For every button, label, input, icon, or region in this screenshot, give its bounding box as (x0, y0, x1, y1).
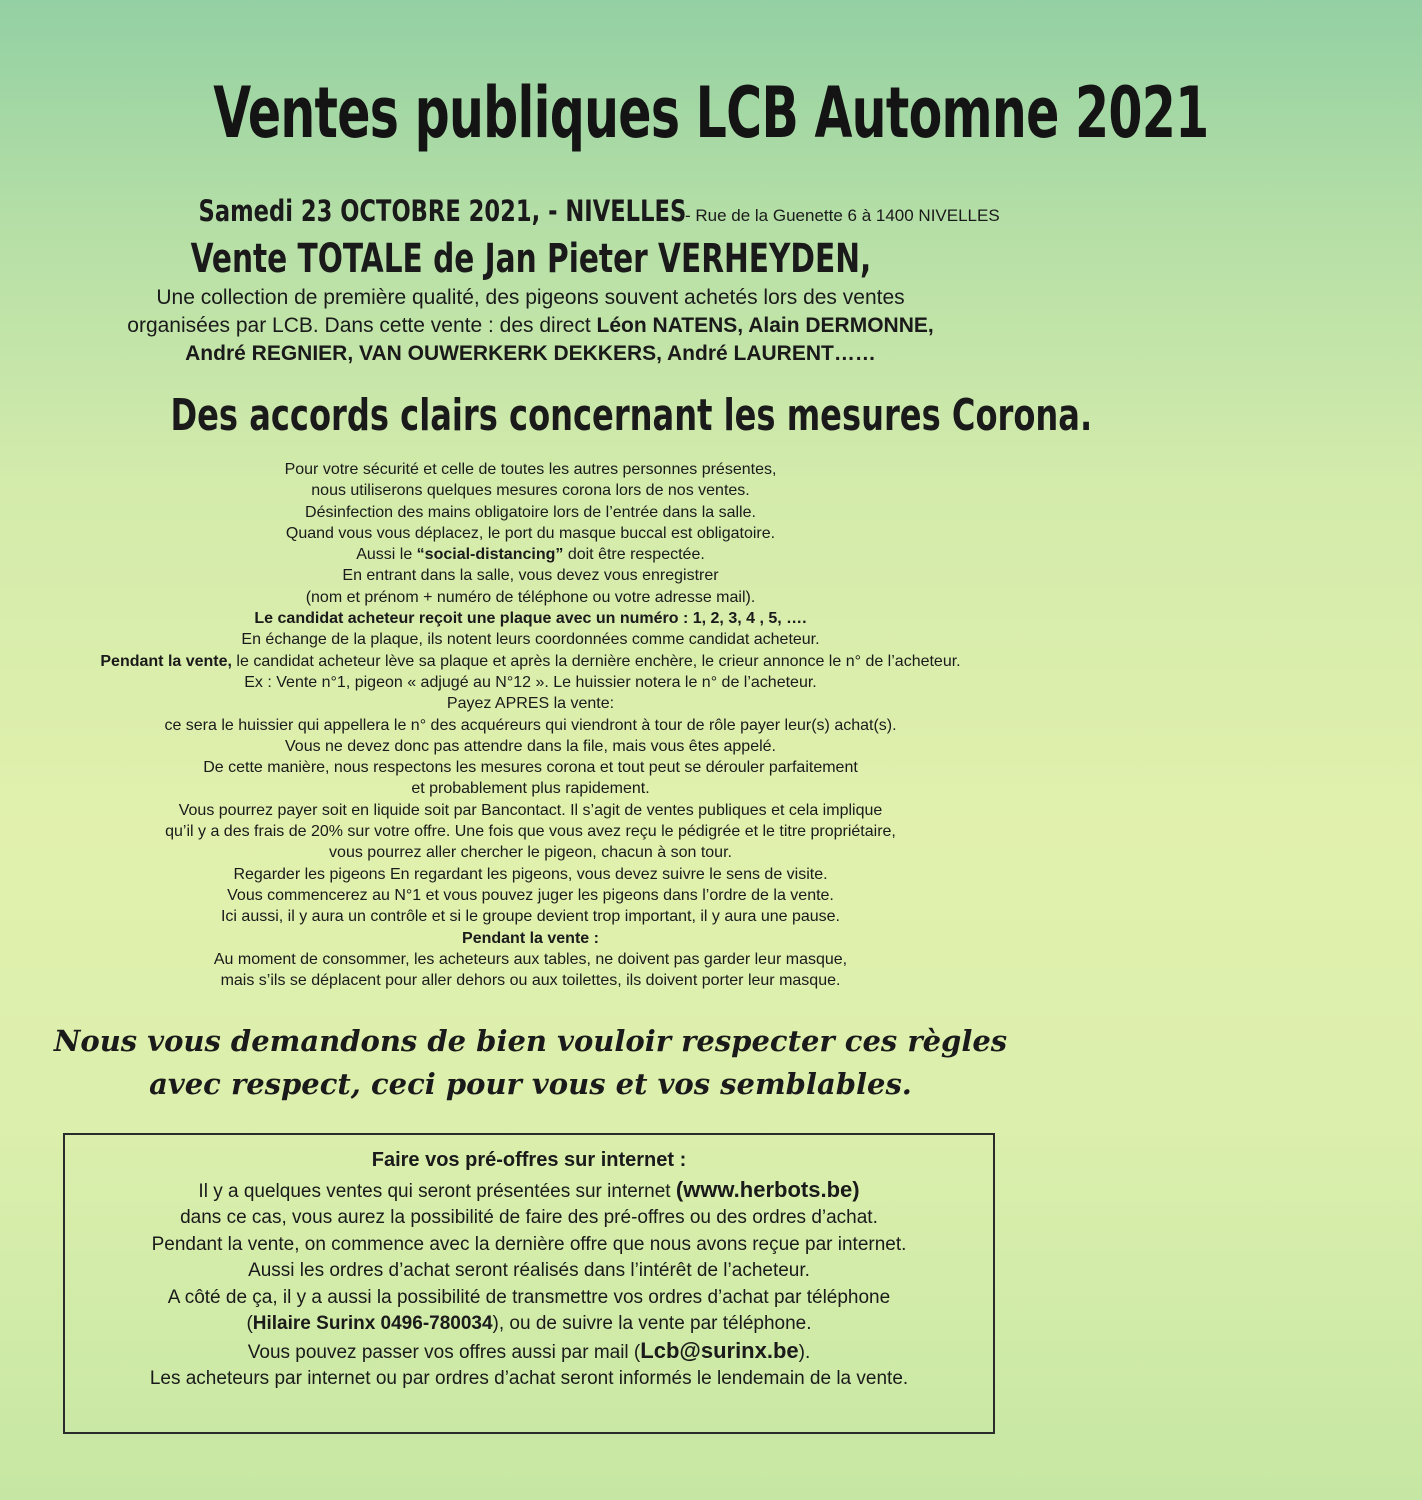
measure-line: Regarder les pigeons En regardant les pigeons, vous devez suivre le sens de visite. (233, 865, 828, 883)
sale-heading (0, 236, 1061, 282)
sale-address: - Rue de la Guenette 6 à 1400 NIVELLES (684, 206, 1000, 225)
preoffer-line: Pendant la vente, on commence avec la dernière offre que nous avons reçue par internet. (151, 1233, 907, 1255)
measure-bold: “social-distancing” (416, 546, 564, 564)
measure-line: Payez APRES la vente: (446, 695, 615, 713)
closing-line: Nous vous demandons de bien vouloir respecter ces règles (53, 1024, 1008, 1058)
website-link[interactable]: (www.herbots.be) (675, 1176, 860, 1202)
measure-line: Vous pourrez payer soit en liquide soit par Bancontact. Il s’agit de ventes publiques et cela implique (178, 801, 883, 819)
closing-statement (0, 1020, 1061, 1106)
collection-names: André REGNIER, VAN OUWERKERK DEKKERS, André LAURENT…… (185, 342, 876, 365)
collection-line: Une collection de première qualité, des pigeons souvent achetés lors des ventes (156, 286, 905, 309)
measure-line (0, 928, 1061, 949)
preoffer-line (63, 1311, 995, 1338)
preoffer-line: dans ce cas, vous aurez la possibilité de faire des pré-offres ou des ordres d’achat. (180, 1207, 878, 1228)
preoffer-line: Aussi les ordres d’achat seront réalisés dans l’intérêt de l’acheteur. (248, 1260, 810, 1281)
preoffer-text: Il y a quelques ventes qui seront présentées sur internet (198, 1180, 676, 1202)
measure-text: Aussi le (356, 546, 417, 564)
measure-bold: Pendant la vente, (100, 652, 232, 670)
page-title (0, 72, 1209, 154)
corona-heading (0, 390, 1093, 441)
measure-line: Vous ne devez donc pas attendre dans la file, mais vous êtes appelé. (285, 737, 776, 755)
preoffer-line: Les acheteurs par internet ou par ordres d’achat seront informés le lendemain de la vente. (149, 1368, 909, 1389)
measure-line: (nom et prénom + numéro de téléphone ou votre adresse mail). (305, 588, 756, 606)
measure-line (0, 651, 1061, 672)
preoffer-line: A côté de ça, il y a aussi la possibilité de transmettre vos ordres d’achat par téléphone (167, 1286, 891, 1308)
measure-line: et probablement plus rapidement. (411, 780, 650, 798)
measure-text: le candidat acheteur lève sa plaque et après la dernière enchère, le crieur annonce le n° de l’acheteur. (231, 652, 961, 670)
preoffer-text: ( (246, 1313, 253, 1334)
measure-line: Ex : Vente n°1, pigeon « adjugé au N°12 ». Le huissier notera le n° de l’acheteur. (244, 673, 817, 691)
measure-line: Au moment de consommer, les acheteurs aux tables, ne doivent pas garder leur masque, (213, 950, 848, 968)
preoffer-heading: Faire vos pré-offres sur internet : (371, 1149, 687, 1171)
measure-line (0, 608, 1061, 629)
corona-heading-text: Des accords clairs concernant les mesures Corona. (170, 390, 1093, 441)
measure-line: De cette manière, nous respectons les mesures corona et tout peut se dérouler parfaitement (203, 759, 858, 777)
measure-line: ce sera le huissier qui appellera le n° des acquéreurs qui viendront à tour de rôle payer leur(s) achat(s). (164, 716, 897, 734)
measure-bold: Pendant la vente : (462, 929, 599, 947)
collection-text: organisées par LCB. Dans cette vente : des direct (127, 314, 597, 337)
measure-line: nous utiliserons quelques mesures corona lors de nos ventes. (311, 482, 750, 500)
preoffer-text: ), ou de suivre la vente par téléphone. (492, 1313, 812, 1334)
measure-line: En échange de la plaque, ils notent leurs coordonnées comme candidat acheteur. (241, 631, 820, 649)
corona-measures (0, 459, 1061, 991)
measure-line: vous pourrez aller chercher le pigeon, chacun à son tour. (329, 844, 732, 862)
closing-line: avec respect, ceci pour vous et vos semblables. (149, 1067, 912, 1101)
measure-line (0, 544, 1061, 565)
title-text: Ventes publiques LCB Automne 2021 (213, 72, 1209, 154)
collection-names: Léon NATENS, Alain DERMONNE, (596, 314, 934, 337)
measure-line: Désinfection des mains obligatoire lors de l’entrée dans la salle. (305, 503, 756, 521)
measure-bold: Le candidat acheteur reçoit une plaque avec un numéro : 1, 2, 3, 4 , 5, …. (254, 610, 807, 628)
preoffer-line (63, 1177, 995, 1206)
measure-line: Pour votre sécurité et celle de toutes les autres personnes présentes, (284, 461, 777, 478)
phone-contact[interactable]: Hilaire Surinx 0496-780034 (252, 1313, 493, 1334)
preoffer-text: Vous pouvez passer vos offres aussi par mail ( (247, 1341, 641, 1363)
sale-date: Samedi 23 OCTOBRE 2021, - NIVELLES (198, 194, 687, 228)
preoffer-text: ). (798, 1341, 811, 1363)
measure-line: qu’il y a des frais de 20% sur votre offre. Une fois que vous avez reçu le pédigrée et le titre propriétaire, (165, 823, 896, 841)
measure-text: doit être respectée. (563, 546, 705, 564)
measure-line: Ici aussi, il y aura un contrôle et si le groupe devient trop important, il y aura une pause. (220, 908, 840, 926)
collection-line (0, 340, 1061, 368)
collection-description (0, 284, 1061, 368)
sale-dateline (0, 194, 1061, 228)
email-link[interactable]: Lcb@surinx.be (640, 1337, 799, 1363)
measure-line: Quand vous vous déplacez, le port du masque buccal est obligatoire. (285, 524, 776, 542)
preoffer-line (63, 1338, 995, 1367)
measure-line: En entrant dans la salle, vous devez vous enregistrer (342, 567, 719, 585)
measure-line: Vous commencerez au N°1 et vous pouvez juger les pigeons dans l’ordre de la vente. (227, 886, 834, 904)
sale-heading-text: Vente TOTALE de Jan Pieter VERHEYDEN, (190, 236, 871, 282)
measure-line: mais s’ils se déplacent pour aller dehors ou aux toilettes, ils doivent porter leur masque. (220, 972, 841, 990)
preoffer-content (63, 1147, 995, 1393)
collection-line (0, 312, 1061, 340)
